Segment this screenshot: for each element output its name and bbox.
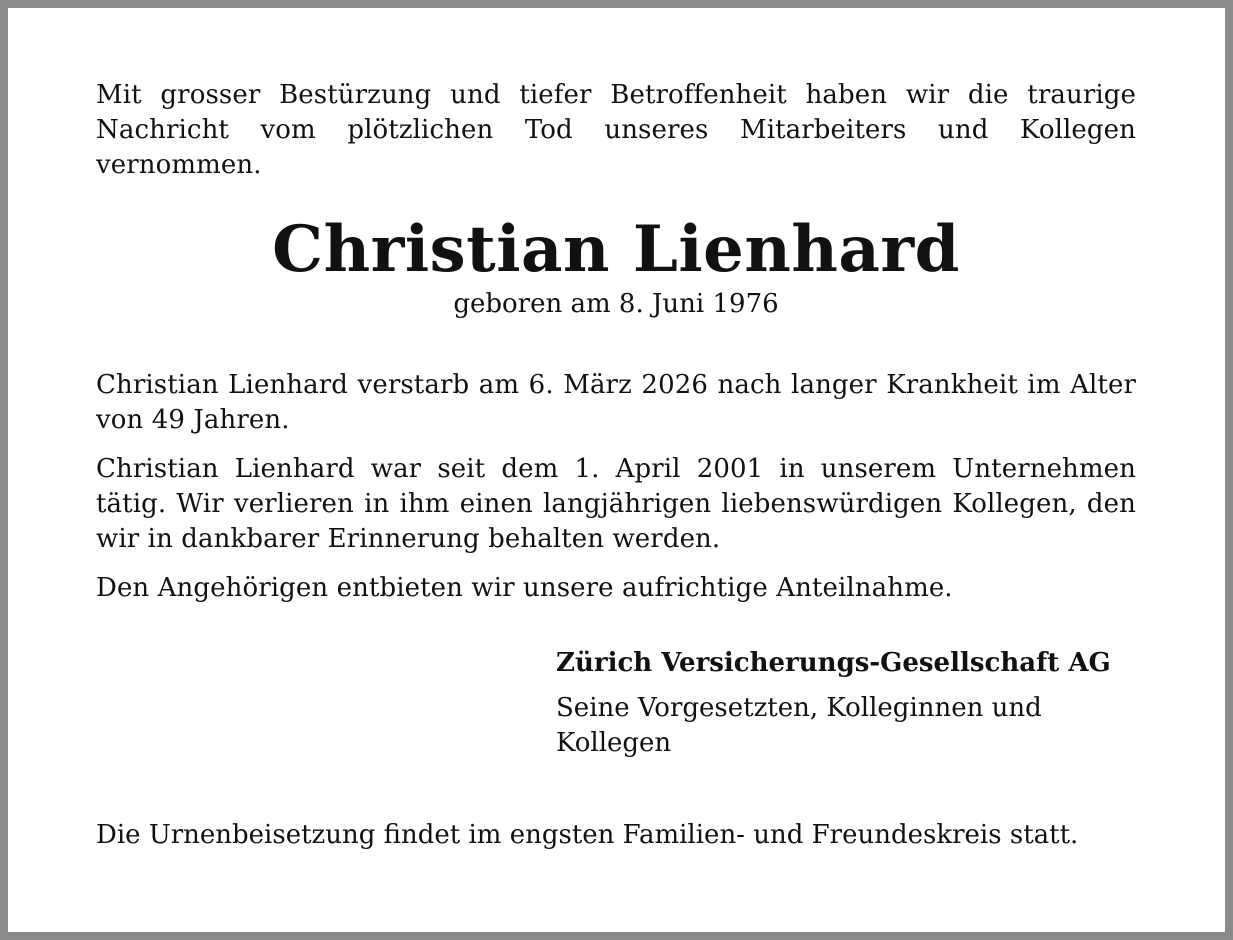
intro-paragraph: Mit grosser Bestürzung und tiefer Betroffenheit haben wir die traurige Nachricht vom plötzlichen Tod unseres Mitarbeiters und Kollegen vernommen. [96,80,1136,180]
obituary-notice [96,78,1136,853]
death-paragraph: Christian Lienhard verstarb am 6. März 2026 nach langer Krankheit im Alter von 49 Jahren. [96,370,1136,435]
signature-block [556,646,1136,761]
company-name: Zürich Versicherungs-Gesellschaft AG [556,648,1111,678]
funeral-note: Die Urnenbeisetzung findet im engsten Familien- und Freundeskreis statt. [96,820,1079,850]
career-paragraph: Christian Lienhard war seit dem 1. April 2001 in unserem Unternehmen tätig. Wir verlieren in ihm einen langjährigen liebenswürdigen Kollegen, den wir in dankbarer Erinnerung behalten werden. [96,454,1136,554]
frame-top-border [0,0,1233,8]
staff-line: Seine Vorgesetzten, Kolleginnen und Kollegen [556,693,1042,758]
frame-bottom-border [0,932,1233,940]
condolence-paragraph: Den Angehörigen entbieten wir unsere aufrichtige Anteilnahme. [96,573,953,603]
birth-date: geboren am 8. Juni 1976 [453,289,779,319]
deceased-name: Christian Lienhard [272,212,960,287]
frame-left-border [0,0,8,940]
frame-right-border [1225,0,1233,940]
